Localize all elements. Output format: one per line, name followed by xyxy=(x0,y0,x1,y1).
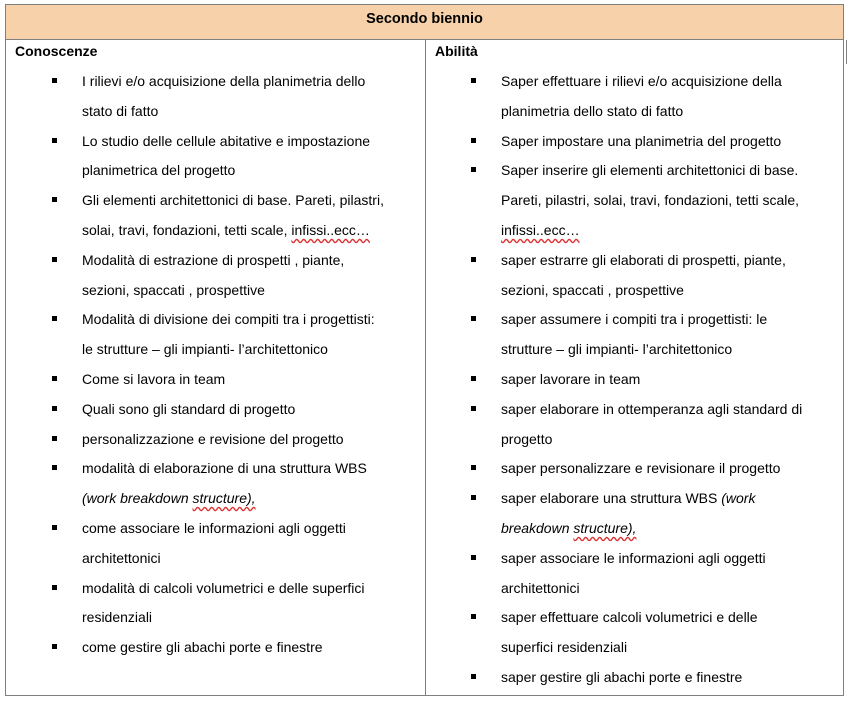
item-line: superfici residenziali xyxy=(501,639,628,656)
item-line: I rilievi e/o acquisizione della planimetria dello xyxy=(82,73,366,89)
item-line: architettonici xyxy=(82,549,161,566)
item-line: planimetria dello stato di fatto xyxy=(501,102,684,119)
list-item xyxy=(427,305,843,365)
bullet-icon xyxy=(471,674,476,679)
list-item xyxy=(6,246,425,306)
item-line: come associare le informazioni agli oggetti xyxy=(82,519,346,536)
item-line: Lo studio delle cellule abitative e impostazione xyxy=(82,132,371,149)
list-item xyxy=(6,395,425,425)
list-item xyxy=(427,365,843,395)
list-item xyxy=(427,127,843,157)
conoscenze-column xyxy=(6,40,426,695)
bullet-icon xyxy=(471,614,476,619)
item-line: Gli elementi architettonici di base. Pareti, pilastri, xyxy=(82,192,384,209)
item-line: (work breakdown structure), xyxy=(82,490,256,507)
item-line: infissi..ecc… xyxy=(501,221,580,238)
list-item xyxy=(427,454,843,484)
item-line: saper elaborare in ottemperanza agli standard di xyxy=(501,400,803,417)
list-item xyxy=(6,305,425,365)
list-item xyxy=(427,156,843,245)
bullet-icon xyxy=(52,78,57,83)
item-line: saper gestire gli abachi porte e finestre xyxy=(501,668,743,685)
table-header xyxy=(6,5,843,40)
item-line: progetto xyxy=(501,430,553,447)
conoscenze-list xyxy=(6,67,425,663)
bullet-icon xyxy=(52,257,57,262)
bullet-icon xyxy=(471,376,476,381)
list-item xyxy=(427,544,843,604)
bullet-icon xyxy=(52,585,57,590)
list-item xyxy=(427,67,843,127)
item-line: breakdown structure), xyxy=(501,519,637,536)
abilita-title: Abilità xyxy=(435,43,478,59)
item-line: Modalità di divisione dei compiti tra i progettisti: xyxy=(82,311,375,328)
item-line: residenziali xyxy=(82,609,153,626)
page-edge-divider xyxy=(846,40,847,64)
item-line: saper personalizzare e revisionare il progetto xyxy=(501,460,781,477)
item-line: personalizzazione e revisione del progetto xyxy=(82,430,344,447)
abilita-list xyxy=(427,67,843,693)
list-item xyxy=(427,484,843,544)
item-line: modalità di calcoli volumetrici e delle superfici xyxy=(82,579,365,596)
list-item xyxy=(427,663,843,693)
item-line: saper lavorare in team xyxy=(501,370,641,387)
list-item xyxy=(6,454,425,514)
list-item xyxy=(6,186,425,246)
bullet-icon xyxy=(52,406,57,411)
competences-table xyxy=(5,4,844,696)
item-line: architettonici xyxy=(501,579,580,596)
bullet-icon xyxy=(471,555,476,560)
bullet-icon xyxy=(471,316,476,321)
bullet-icon xyxy=(471,138,476,143)
list-item xyxy=(427,395,843,455)
bullet-icon xyxy=(471,406,476,411)
header-title: Secondo biennio xyxy=(366,11,483,27)
item-line: sezioni, spaccati , prospettive xyxy=(82,281,265,298)
item-line: Come si lavora in team xyxy=(82,370,226,387)
bullet-icon xyxy=(52,197,57,202)
item-line: Saper impostare una planimetria del progetto xyxy=(501,132,782,149)
list-item xyxy=(6,514,425,574)
bullet-icon xyxy=(52,644,57,649)
bullet-icon xyxy=(471,495,476,500)
abilita-column xyxy=(427,40,843,695)
item-line: Modalità di estrazione di prospetti , piante, xyxy=(82,251,345,268)
item-line: saper assumere i compiti tra i progettisti: le xyxy=(501,311,768,328)
item-line: strutture – gli impianti- l’architettonico xyxy=(501,341,733,358)
bullet-icon xyxy=(52,316,57,321)
list-item xyxy=(6,574,425,634)
item-line: Pareti, pilastri, solai, travi, fondazioni, tetti scale, xyxy=(501,192,800,209)
item-line: solai, travi, fondazioni, tetti scale, infissi..ecc… xyxy=(82,221,370,238)
list-item xyxy=(6,67,425,127)
item-line: come gestire gli abachi porte e finestre xyxy=(82,639,323,656)
list-item xyxy=(6,633,425,663)
list-item xyxy=(427,246,843,306)
bullet-icon xyxy=(52,525,57,530)
item-line: saper estrarre gli elaborati di prospetti, piante, xyxy=(501,251,786,268)
bullet-icon xyxy=(52,436,57,441)
list-item xyxy=(6,365,425,395)
item-line: saper effettuare calcoli volumetrici e delle xyxy=(501,609,758,626)
item-line: Saper inserire gli elementi architettonici di base. xyxy=(501,162,799,179)
conoscenze-title: Conoscenze xyxy=(15,43,98,59)
bullet-icon xyxy=(471,257,476,262)
item-line: le strutture – gli impianti- l’architettonico xyxy=(82,341,328,358)
list-item xyxy=(6,425,425,455)
bullet-icon xyxy=(471,465,476,470)
bullet-icon xyxy=(471,167,476,172)
item-line: Saper effettuare i rilievi e/o acquisizione della xyxy=(501,73,782,89)
item-line: saper elaborare una struttura WBS (work xyxy=(501,490,756,507)
bullet-icon xyxy=(52,376,57,381)
item-line: stato di fatto xyxy=(82,102,159,119)
bullet-icon xyxy=(52,138,57,143)
item-line: saper associare le informazioni agli oggetti xyxy=(501,549,766,566)
item-line: sezioni, spaccati , prospettive xyxy=(501,281,684,298)
item-line: planimetrica del progetto xyxy=(82,162,236,179)
bullet-icon xyxy=(471,78,476,83)
list-item xyxy=(6,127,425,187)
item-line: Quali sono gli standard di progetto xyxy=(82,400,296,417)
list-item xyxy=(427,603,843,663)
item-line: modalità di elaborazione di una struttura WBS xyxy=(82,460,367,477)
bullet-icon xyxy=(52,465,57,470)
